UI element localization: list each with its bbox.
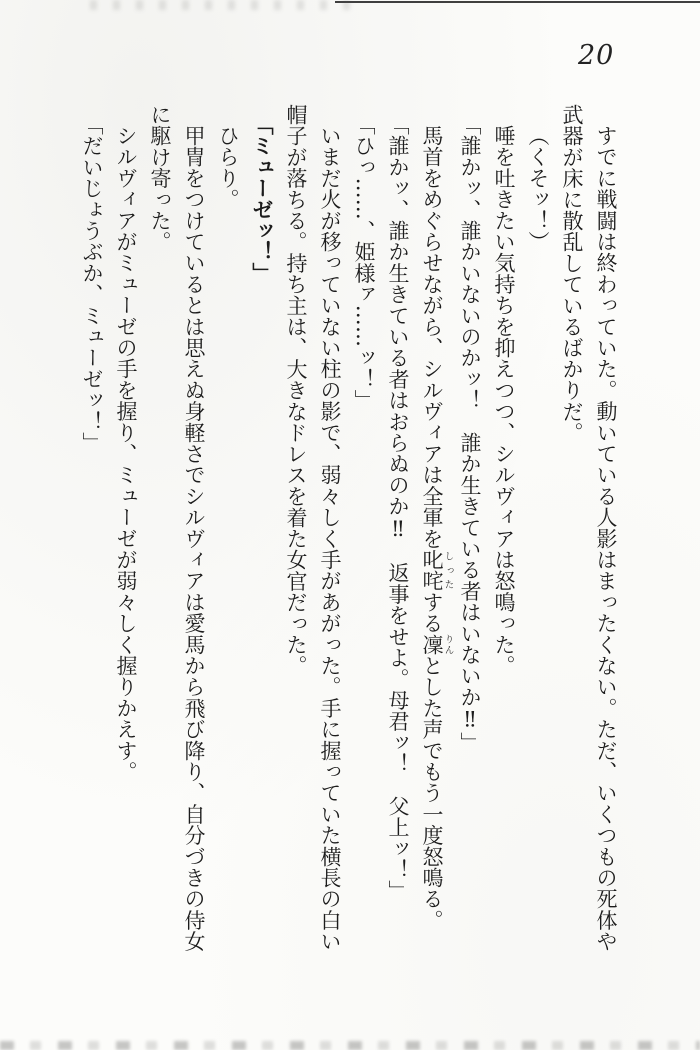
text-column: 帽子が落ちる。持ち主は、大きなドレスを着た女官だった。 — [284, 104, 308, 677]
text-column: （くそッ！） — [526, 125, 550, 253]
text-column: 「誰かッ、誰か生きている者はおらぬのか‼ 返事をせよ。母君ッ！ 父上ッ！」 — [386, 114, 410, 902]
text-column: すでに戦闘は終わっていた。動いている人影はまったくない。ただ、いくつもの死体や — [594, 125, 618, 952]
text-column: 武器が床に散乱しているばかりだ。 — [560, 104, 584, 444]
ruby-line-mid: する — [420, 591, 444, 634]
text-column-emphasized: 「ミューゼッ！」 — [250, 114, 275, 284]
ruby-line-pre: 馬首をめぐらせながら、シルヴィアは全軍を — [420, 125, 444, 549]
text-column: 「だいじょうぶか、ミューゼッ！」 — [80, 114, 104, 454]
scan-top-edge-artifact — [335, 1, 700, 3]
text-column: 唾を吐きたい気持ちを抑えつつ、シルヴィアは怒鳴った。 — [492, 125, 516, 677]
text-column-with-ruby — [415, 104, 453, 946]
text-column: シルヴィアがミューゼの手を握り、ミューゼが弱々しく握りかえす。 — [114, 125, 138, 783]
text-column: に駆け寄った。 — [148, 104, 172, 253]
text-column: ひらり。 — [216, 125, 240, 210]
ruby-rin: 凜りん — [420, 633, 454, 656]
scan-bottom-edge-artifact — [0, 1041, 700, 1050]
page-number: 20 — [578, 40, 615, 71]
text-column: いまだ火が移っていない柱の影で、弱々しく手があがった。手に握っていた横長の白い — [318, 125, 342, 952]
ruby-line-post: とした声でもう一度怒鳴る。 — [420, 655, 444, 931]
text-column: 甲冑をつけているとは思えぬ身軽さでシルヴィアは愛馬から飛び降り、自分づきの侍女 — [182, 125, 206, 952]
text-block — [75, 104, 623, 952]
text-column: 「ひっ……、姫様ァ……ッ！」 — [352, 114, 376, 411]
scan-top-smudge-artifact — [90, 0, 350, 10]
text-column: 「誰かッ、誰かいないのかッ！ 誰か生きている者はいないか‼」 — [458, 114, 482, 753]
ruby-shitta: 叱咤しった — [420, 549, 454, 592]
